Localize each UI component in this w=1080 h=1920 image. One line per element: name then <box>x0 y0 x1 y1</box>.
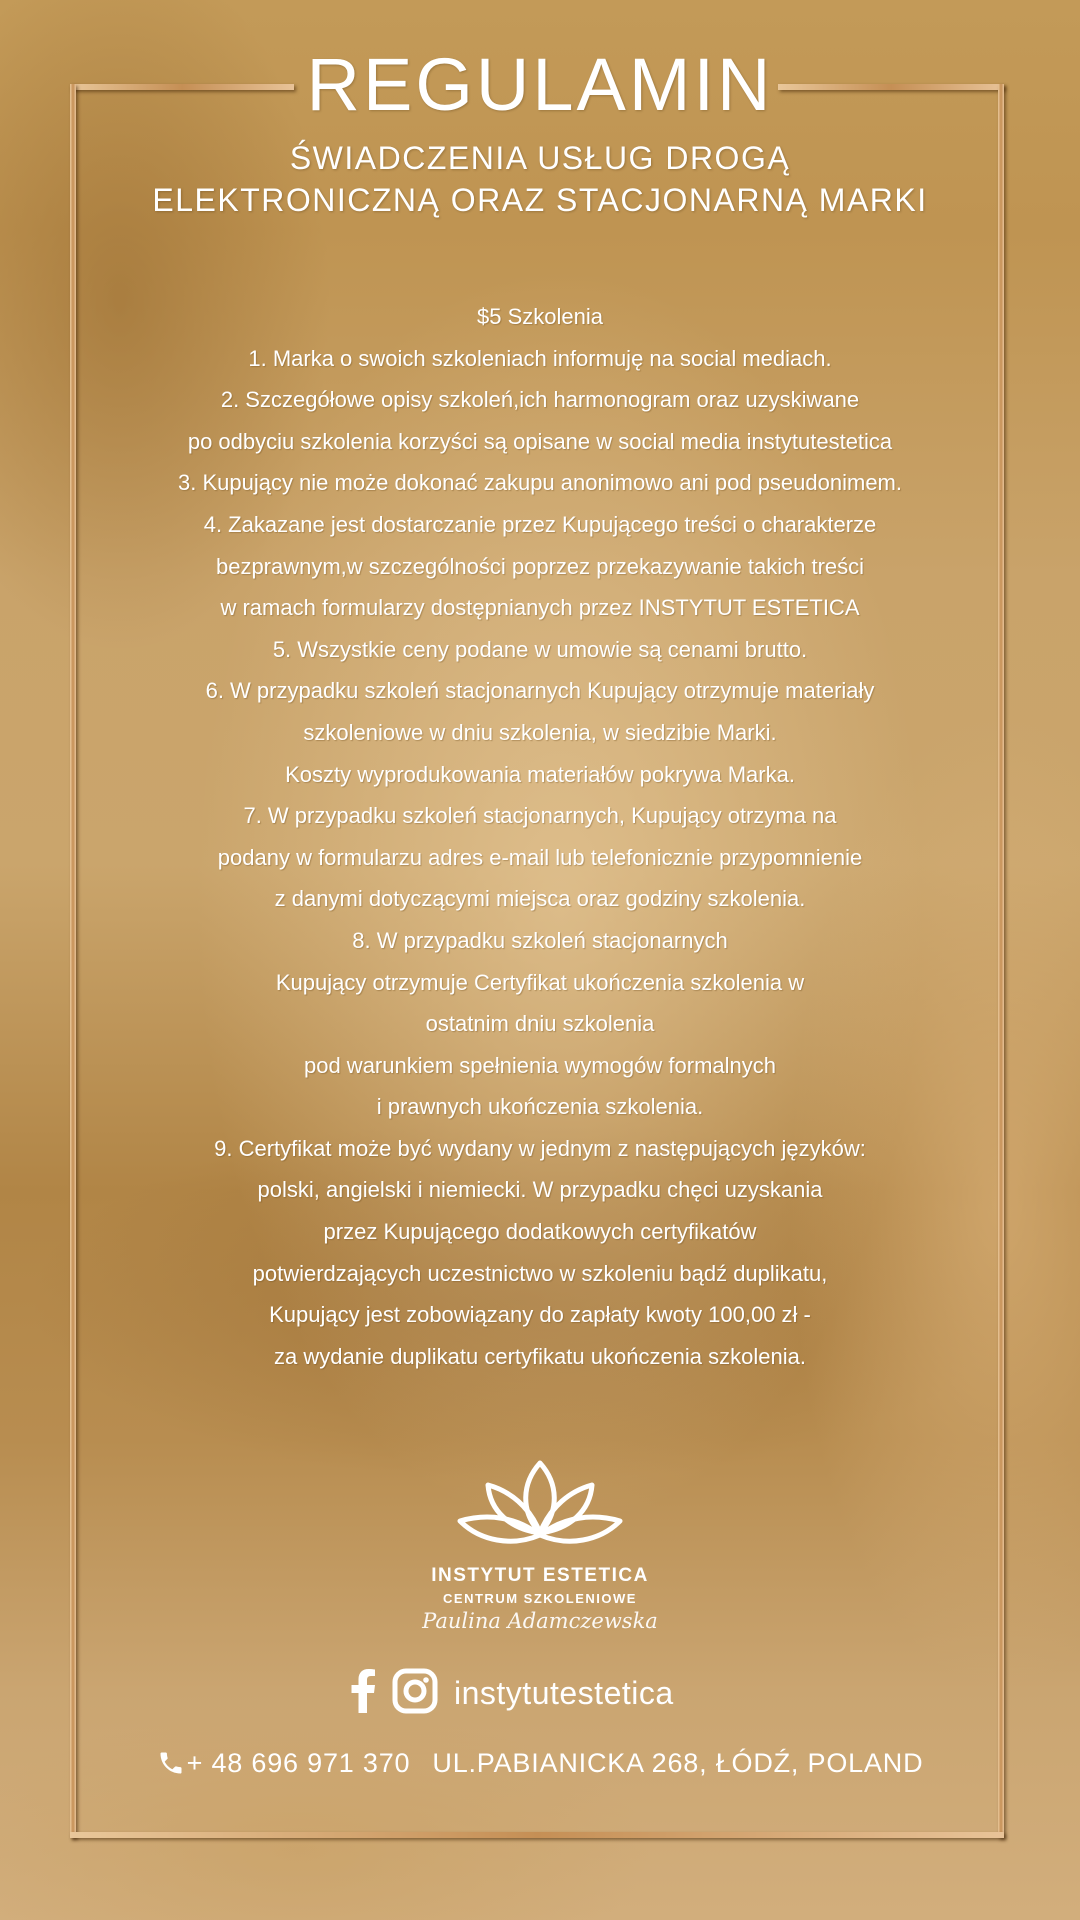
regulation-line: 8. W przypadku szkoleń stacjonarnych <box>352 927 728 953</box>
page-subtitle-line-1: ŚWIADCZENIA USŁUG DROGĄ <box>289 140 791 176</box>
section-heading: $5 Szkolenia <box>477 304 603 329</box>
frame-left <box>70 84 76 1838</box>
social-handle[interactable]: instytutestetica <box>454 1674 674 1711</box>
brand-signature: Paulina Adamczewska <box>422 1609 658 1633</box>
contact-row <box>0 1743 1080 1783</box>
brand-subtitle: CENTRUM SZKOLENIOWE <box>443 1591 637 1606</box>
page-title: REGULAMIN <box>306 43 774 126</box>
regulation-line: 4. Zakazane jest dostarczanie przez Kupującego treści o charakterze <box>203 511 877 537</box>
regulation-line: potwierdzających uczestnictwo w szkoleniu bądź duplikatu, <box>252 1260 828 1286</box>
frame-right <box>998 84 1004 1838</box>
brand-logo <box>390 1455 690 1645</box>
lotus-icon <box>450 1455 630 1560</box>
facebook-icon[interactable] <box>350 1669 376 1718</box>
phone-number[interactable]: + 48 696 971 370 <box>186 1747 411 1778</box>
regulation-line: za wydanie duplikatu certyfikatu ukończenia szkolenia. <box>274 1343 806 1369</box>
instagram-icon[interactable] <box>392 1668 438 1719</box>
regulation-line: 3. Kupujący nie może dokonać zakupu anonimowo ani pod pseudonimem. <box>177 470 902 496</box>
regulation-line: pod warunkiem spełnienia wymogów formalnych <box>303 1052 776 1078</box>
regulations-body <box>90 296 990 1377</box>
regulation-line: 7. W przypadku szkoleń stacjonarnych, Kupujący otrzyma na <box>243 803 837 829</box>
brand-name: INSTYTUT ESTETICA <box>431 1565 649 1586</box>
regulation-line: 5. Wszystkie ceny podane w umowie są cenami brutto. <box>272 636 808 662</box>
regulation-line: polski, angielski i niemiecki. W przypadku chęci uzyskania <box>257 1177 823 1203</box>
regulation-line: Koszty wyprodukowania materiałów pokrywa Marka. <box>285 761 795 787</box>
regulation-line: 1. Marka o swoich szkoleniach informuję na social mediach. <box>248 345 832 371</box>
regulation-line: po odbyciu szkolenia korzyści są opisane w social media instytutestetica <box>187 428 893 454</box>
regulation-line: Kupujący jest zobowiązany do zapłaty kwoty 100,00 zł - <box>269 1302 811 1328</box>
regulation-line: z danymi dotyczącymi miejsca oraz godziny szkolenia. <box>274 886 806 912</box>
regulation-line: ostatnim dniu szkolenia <box>425 1011 655 1037</box>
regulation-line: Kupujący otrzymuje Certyfikat ukończenia szkolenia w <box>275 969 805 995</box>
regulation-line: 6. W przypadku szkoleń stacjonarnych Kupujący otrzymuje materiały <box>205 678 875 704</box>
address: UL.PABIANICKA 268, ŁÓDŹ, POLAND <box>432 1747 924 1778</box>
regulation-line: 9. Certyfikat może być wydany w jednym z następujących języków: <box>214 1135 866 1161</box>
regulation-line: w ramach formularzy dostępnianych przez INSTYTUT ESTETICA <box>220 595 860 621</box>
page-subtitle-line-2: ELEKTRONICZNĄ ORAZ STACJONARNĄ MARKI <box>152 182 928 218</box>
phone-icon <box>157 1749 185 1777</box>
regulation-line: podany w formularzu adres e-mail lub telefonicznie przypomnienie <box>217 844 863 870</box>
regulation-line: bezprawnym,w szczególności poprzez przekazywanie takich treści <box>215 553 865 579</box>
frame-bottom <box>70 1832 1004 1838</box>
regulation-line: i prawnych ukończenia szkolenia. <box>376 1094 704 1120</box>
regulation-line: przez Kupującego dodatkowych certyfikatów <box>323 1219 757 1245</box>
social-row <box>350 1668 674 1718</box>
regulation-line: 2. Szczegółowe opisy szkoleń,ich harmonogram oraz uzyskiwane <box>220 387 860 413</box>
regulation-line: szkoleniowe w dniu szkolenia, w siedzibie Marki. <box>303 719 777 745</box>
